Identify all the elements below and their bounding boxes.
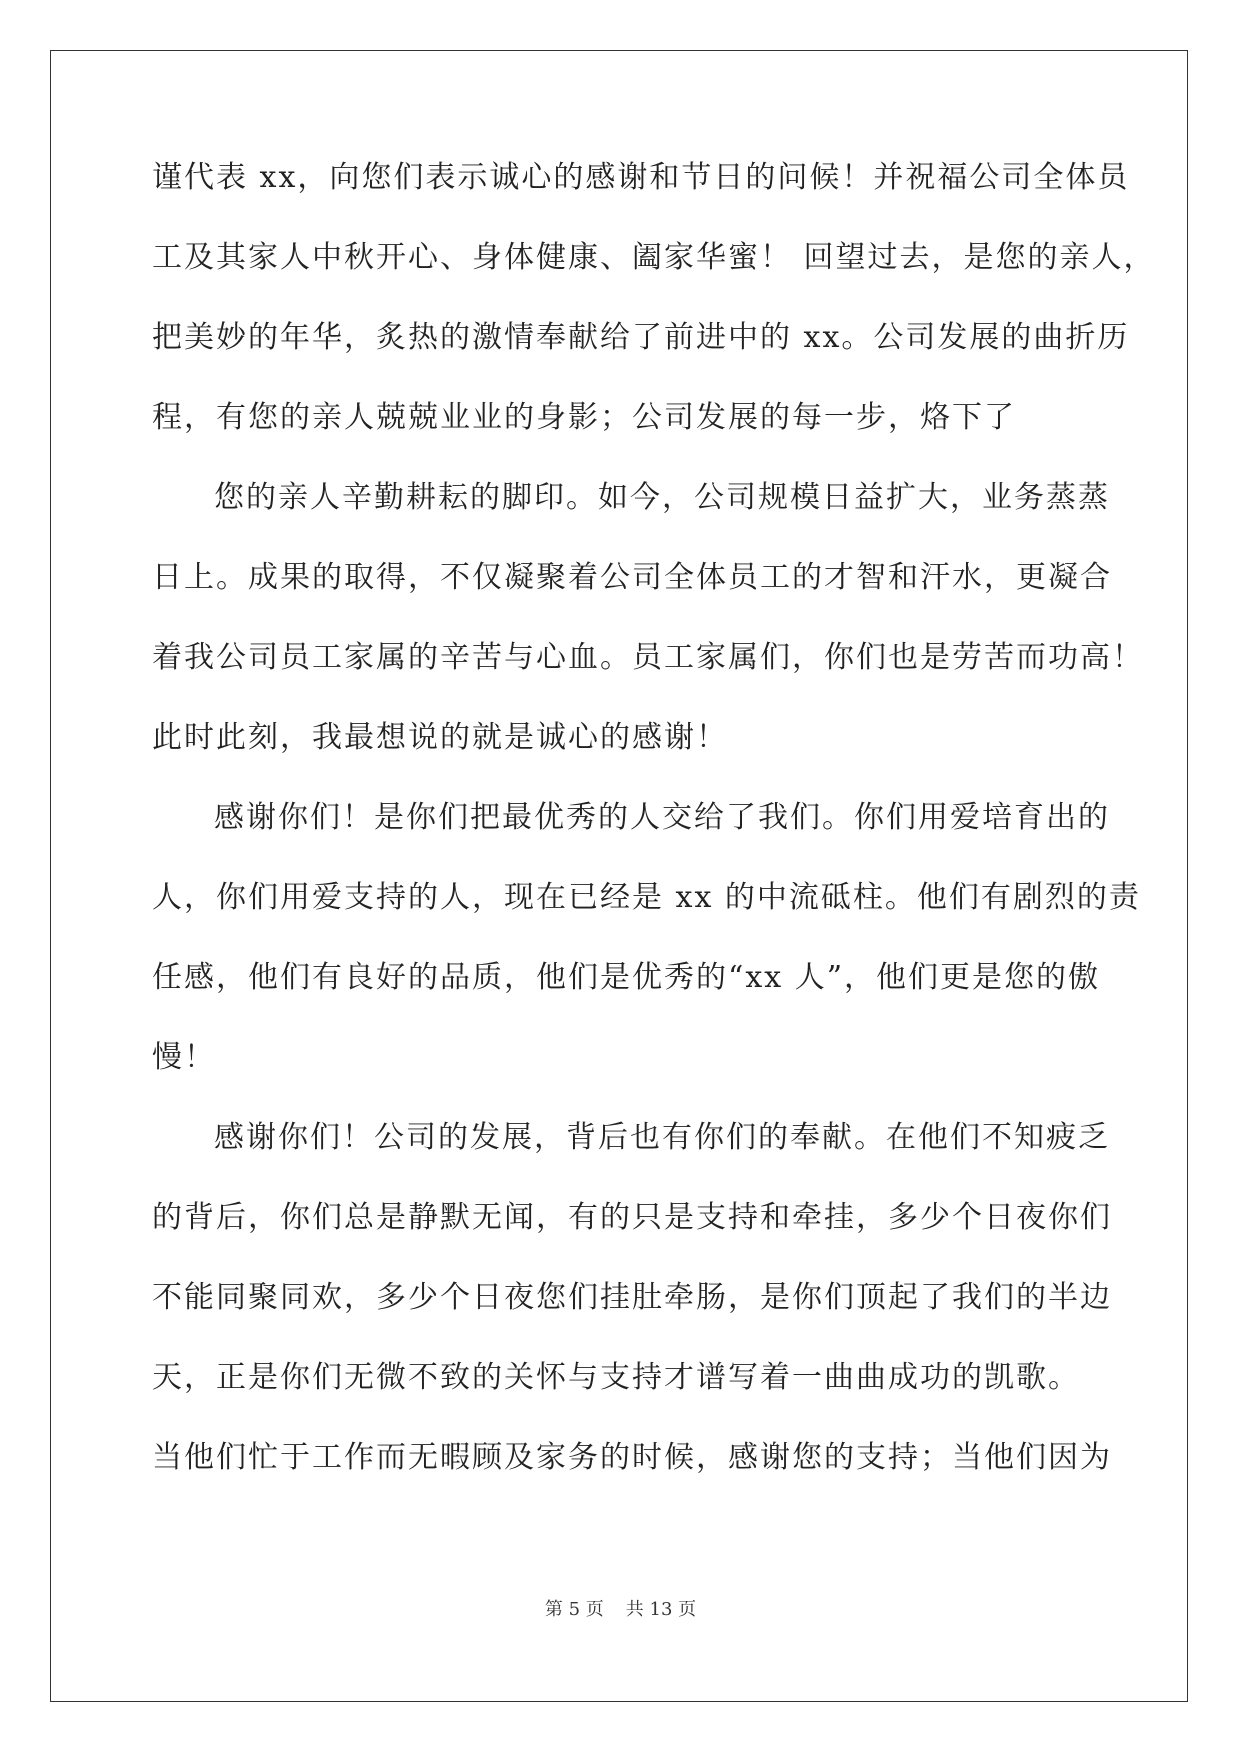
text-line: 慢！ (152, 1040, 216, 1075)
text-line: 感谢你们！公司的发展，背后也有你们的奉献。在他们不知疲乏 (214, 1120, 1110, 1155)
text-line: 工及其家人中秋开心、身体健康、阖家华蜜！ 回望过去，是您的亲人， (152, 240, 1156, 275)
text-line: 天，正是你们无微不致的关怀与支持才谱写着一曲曲成功的凯歌。 (152, 1360, 1080, 1395)
page-number: 第 5 页 (544, 1599, 604, 1620)
text-line: 着我公司员工家属的辛苦与心血。员工家属们，你们也是劳苦而功高！ (152, 640, 1144, 675)
text-line: 感谢你们！是你们把最优秀的人交给了我们。你们用爱培育出的 (214, 800, 1110, 835)
text-line: 把美妙的年华，炙热的激情奉献给了前进中的 xx。公司发展的曲折历 (152, 320, 1130, 355)
text-line: 您的亲人辛勤耕耘的脚印。如今，公司规模日益扩大，业务蒸蒸 (214, 480, 1110, 515)
text-line: 不能同聚同欢，多少个日夜您们挂肚牵肠，是你们顶起了我们的半边 (152, 1280, 1112, 1315)
text-line: 程，有您的亲人兢兢业业的身影；公司发展的每一步，烙下了 (152, 400, 1016, 435)
text-line: 谨代表 xx，向您们表示诚心的感谢和节日的问候！并祝福公司全体员 (152, 160, 1130, 195)
text-line: 此时此刻，我最想说的就是诚心的感谢！ (152, 720, 728, 755)
document-body (152, 158, 1156, 1518)
text-line: 人，你们用爱支持的人，现在已经是 xx 的中流砥柱。他们有剧烈的责 (152, 880, 1141, 915)
text-line: 任感，他们有良好的品质，他们是优秀的“xx 人”，他们更是您的傲 (152, 960, 1101, 995)
text-line: 当他们忙于工作而无暇顾及家务的时候，感谢您的支持；当他们因为 (152, 1440, 1112, 1475)
page-footer (0, 1595, 1241, 1621)
page-total: 共 13 页 (625, 1599, 697, 1620)
text-line: 的背后，你们总是静默无闻，有的只是支持和牵挂，多少个日夜你们 (152, 1200, 1112, 1235)
text-line: 日上。成果的取得，不仅凝聚着公司全体员工的才智和汗水，更凝合 (152, 560, 1112, 595)
